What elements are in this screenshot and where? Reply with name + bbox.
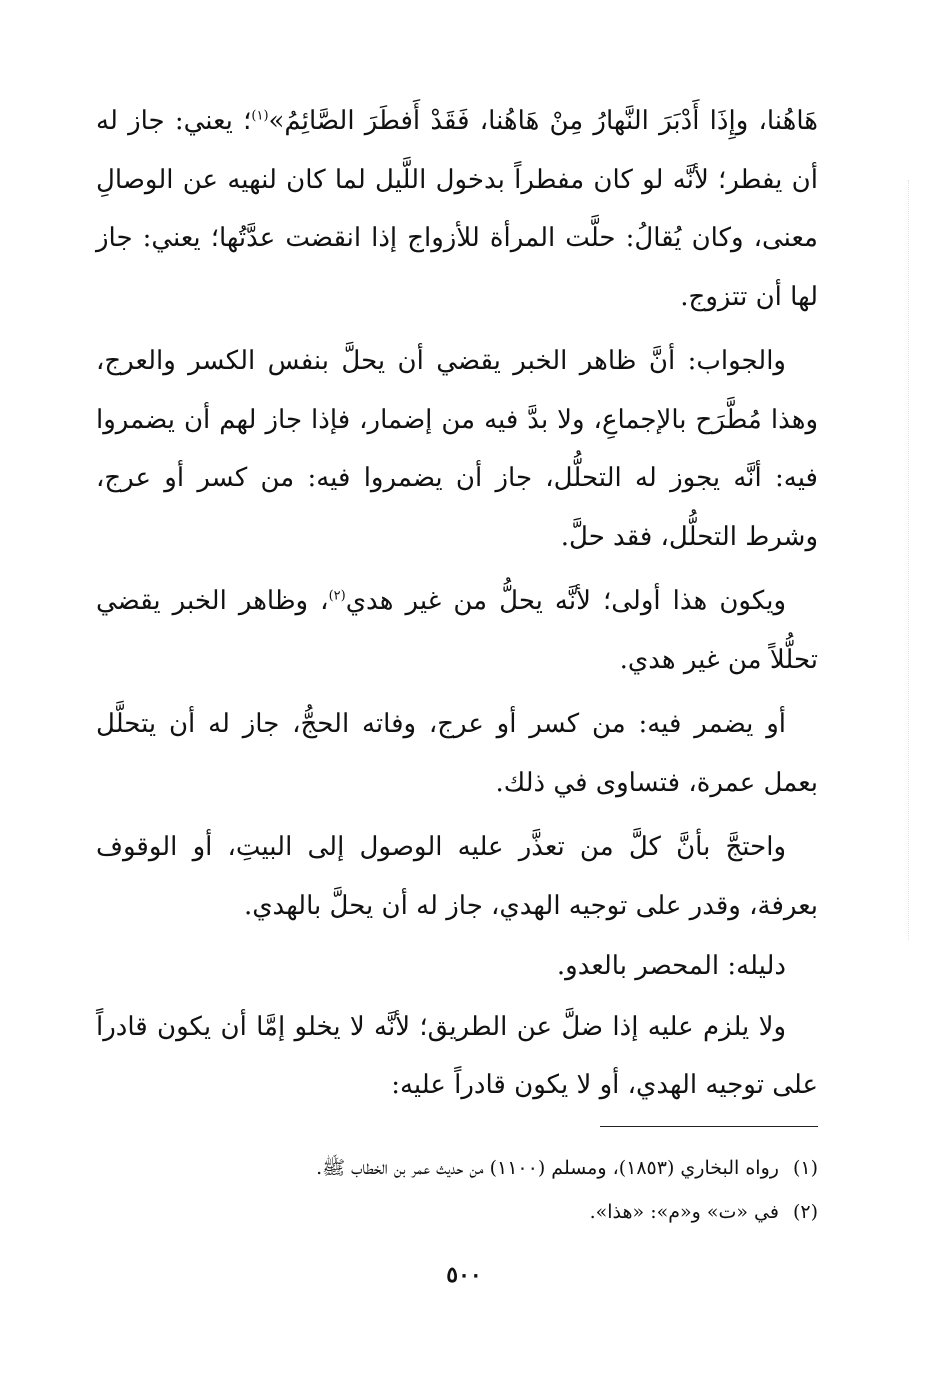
paragraph-3-text-after: ، وظاهر الخبر يقضي تحلُّلاً من غير هدي. xyxy=(96,586,818,675)
footnotes xyxy=(96,1146,818,1234)
paragraph-3 xyxy=(96,572,818,689)
paragraph-1 xyxy=(96,92,818,326)
paragraph-4: أو يضمر فيه: من كسر أو عرج، وفاته الحجُّ، جاز له أن يتحلَّل بعمل عمرة، فتساوى في ذلك. xyxy=(96,709,818,798)
paragraph-6: دليله: المحصر بالعدو. xyxy=(556,951,786,981)
footnote-2-number: (٢) xyxy=(792,1201,818,1223)
main-text xyxy=(96,92,818,1121)
paragraph-1-text-after: ؛ يعني: جاز له أن يفطر؛ لأنَّه لو كان مفطراً بدخول اللَّيل لما كان لنهيه عن الوصالِ معنى، وكان يُقالُ: حلَّت المرأة للأزواج إذا انقضت عدَّتُها؛ يعني: جاز لها أن تتزوج. xyxy=(96,106,818,312)
footnote-2-text: في «ت» و«م»: «هذا». xyxy=(589,1201,779,1223)
footnote-1-number: (١) xyxy=(792,1157,818,1179)
footnote-ref-2: (٢) xyxy=(328,588,346,604)
footnote-2 xyxy=(96,1190,818,1234)
paragraph-1-text-before: هَاهُنا، وإِذَا أَدْبَرَ النَّهارُ مِنْ هَاهُنا، فَقَدْ أَفطَرَ الصَّائِمُ» xyxy=(268,106,818,136)
paragraph-3-text-before: ويكون هذا أولى؛ لأنَّه يحلُّ من غير هدي xyxy=(345,586,787,616)
page-number: ٥٠٠ xyxy=(446,1262,482,1288)
paragraph-2: والجواب: أنَّ ظاهر الخبر يقضي أن يحلَّ بنفس الكسر والعرج، وهذا مُطَّرَح بالإجماعِ، ولا بدَّ فيه من إضمار، فإذا جاز لهم أن يضمروا فيه: أنَّه يجوز له التحلُّل، جاز أن يضمروا فيه: من كسر أو عرج، وشرط التحلُّل، فقد حلَّ. xyxy=(96,346,818,552)
footnote-divider xyxy=(600,1126,818,1127)
scan-margin-line xyxy=(908,180,911,940)
paragraph-5: واحتجَّ بأنَّ كلَّ من تعذَّر عليه الوصول إلى البيتِ، أو الوقوف بعرفة، وقدر على توجيه الهدي، جاز له أن يحلَّ بالهدي. xyxy=(96,832,818,921)
footnote-1 xyxy=(96,1146,818,1190)
paragraph-7: ولا يلزم عليه إذا ضلَّ عن الطريق؛ لأنَّه لا يخلو إمَّا أن يكون قادراً على توجيه الهدي، أو لا يكون قادراً عليه: xyxy=(96,1011,818,1100)
footnote-ref-1: (١) xyxy=(251,108,269,124)
footnote-1-text: رواه البخاري (١٨٥٣)، ومسلم (١١٠٠) من حديث عمر بن الخطاب ﷺ. xyxy=(316,1157,779,1179)
